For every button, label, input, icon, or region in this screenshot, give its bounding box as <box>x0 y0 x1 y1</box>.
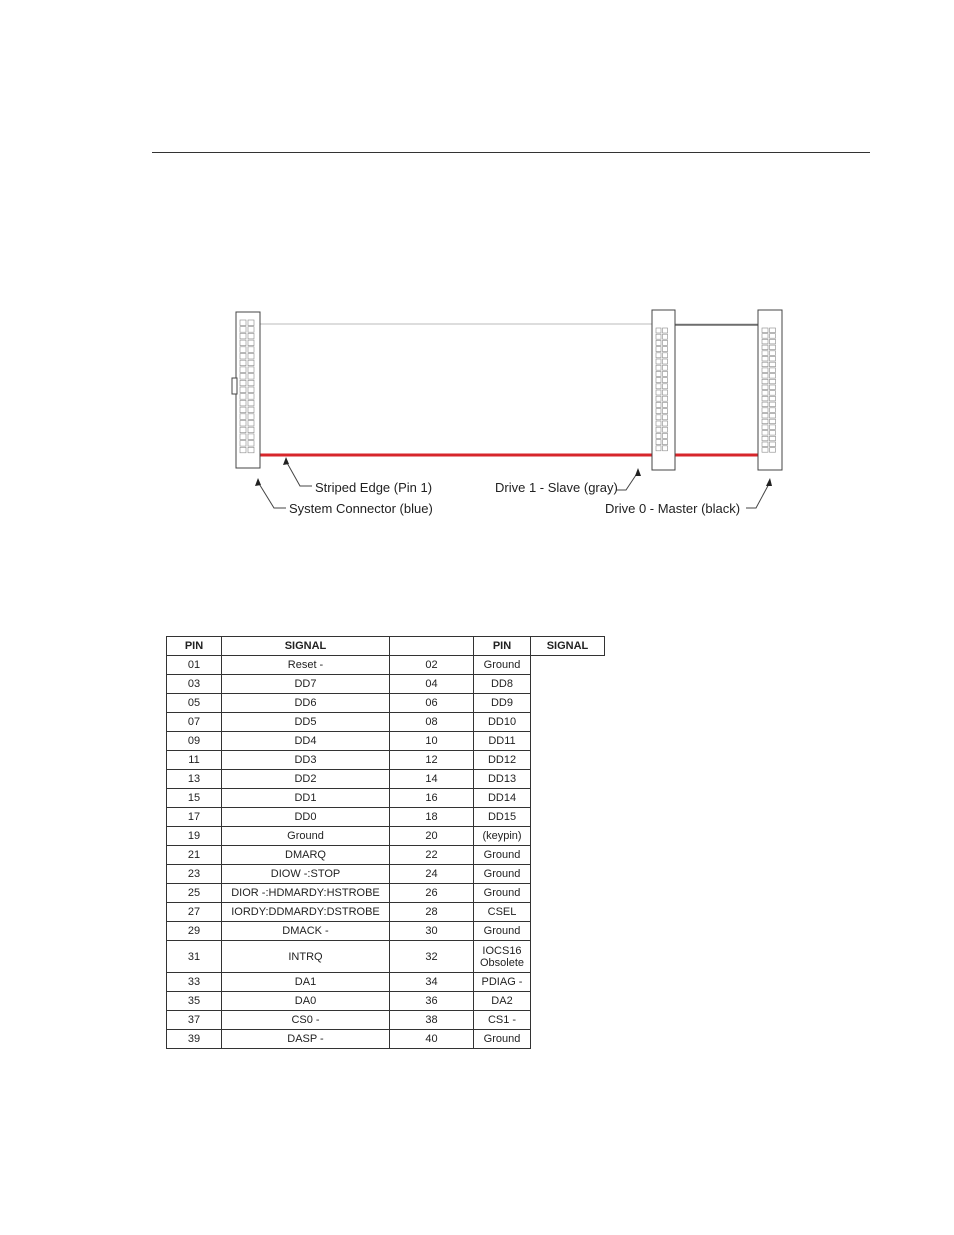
pin-header: PIN <box>474 637 531 656</box>
drive0-label: Drive 0 - Master (black) <box>605 501 741 516</box>
even-signal-cell: CSEL <box>474 903 531 922</box>
odd-signal-cell: DMARQ <box>222 846 390 865</box>
even-signal-cell: DD10 <box>474 713 531 732</box>
odd-pin-cell: 07 <box>167 713 222 732</box>
even-pin-cell: 04 <box>390 675 474 694</box>
even-signal-cell: Ground <box>474 922 531 941</box>
odd-pin-cell: 19 <box>167 827 222 846</box>
even-signal-cell: Ground <box>474 1030 531 1049</box>
table-row <box>167 827 605 846</box>
table-row <box>167 922 605 941</box>
table-gap <box>390 637 474 656</box>
drive1-label: Drive 1 - Slave (gray) <box>495 480 618 495</box>
even-pin-cell: 16 <box>390 789 474 808</box>
odd-pin-cell: 15 <box>167 789 222 808</box>
odd-signal-cell: DD6 <box>222 694 390 713</box>
odd-pin-cell: 01 <box>167 656 222 675</box>
even-pin-cell: 24 <box>390 865 474 884</box>
header-rule <box>152 152 870 153</box>
table-row <box>167 992 605 1011</box>
ribbon-cable <box>260 324 760 455</box>
table-row <box>167 1011 605 1030</box>
table-row <box>167 656 605 675</box>
striped-edge-label: Striped Edge (Pin 1) <box>315 480 433 495</box>
even-signal-cell: DD15 <box>474 808 531 827</box>
even-signal-cell: DD8 <box>474 675 531 694</box>
drive0-connector <box>758 310 782 470</box>
even-pin-cell: 14 <box>390 770 474 789</box>
drive1-arrowhead <box>635 468 641 476</box>
table-row <box>167 675 605 694</box>
even-signal-cell: Ground <box>474 656 531 675</box>
table-row <box>167 770 605 789</box>
even-pin-cell: 34 <box>390 973 474 992</box>
odd-pin-cell: 21 <box>167 846 222 865</box>
odd-signal-cell: DD4 <box>222 732 390 751</box>
odd-signal-cell: DA0 <box>222 992 390 1011</box>
even-pin-cell: 22 <box>390 846 474 865</box>
odd-signal-cell: DD5 <box>222 713 390 732</box>
odd-pin-cell: 11 <box>167 751 222 770</box>
table-row <box>167 846 605 865</box>
even-signal-cell: CS1 - <box>474 1011 531 1030</box>
even-signal-cell: (keypin) <box>474 827 531 846</box>
striped-edge-leader <box>286 461 312 486</box>
odd-pin-cell: 37 <box>167 1011 222 1030</box>
odd-pin-cell: 13 <box>167 770 222 789</box>
odd-pin-cell: 39 <box>167 1030 222 1049</box>
signal-header: SIGNAL <box>531 637 605 656</box>
table-row <box>167 732 605 751</box>
even-pin-cell: 40 <box>390 1030 474 1049</box>
even-pin-cell: 12 <box>390 751 474 770</box>
ide-cable-diagram <box>200 300 800 530</box>
odd-pin-cell: 17 <box>167 808 222 827</box>
system-connector <box>232 312 260 468</box>
odd-signal-cell: DD7 <box>222 675 390 694</box>
even-pin-cell: 10 <box>390 732 474 751</box>
system-connector-arrowhead <box>255 478 261 486</box>
odd-signal-cell: IORDY:DDMARDY:DSTROBE <box>222 903 390 922</box>
drive0-arrowhead <box>766 478 772 486</box>
table-row <box>167 903 605 922</box>
even-pin-cell: 36 <box>390 992 474 1011</box>
table-row <box>167 973 605 992</box>
odd-signal-cell: DIOW -:STOP <box>222 865 390 884</box>
even-signal-cell: Ground <box>474 884 531 903</box>
drive1-connector <box>652 310 675 470</box>
odd-signal-cell: DD3 <box>222 751 390 770</box>
even-pin-cell: 02 <box>390 656 474 675</box>
odd-pin-cell: 23 <box>167 865 222 884</box>
system-connector-leader <box>258 482 286 508</box>
even-signal-cell: DD13 <box>474 770 531 789</box>
odd-pin-cell: 27 <box>167 903 222 922</box>
even-pin-cell: 38 <box>390 1011 474 1030</box>
drive1-leader <box>616 472 638 490</box>
odd-pin-cell: 31 <box>167 941 222 973</box>
table-row <box>167 941 605 973</box>
even-pin-cell: 08 <box>390 713 474 732</box>
even-signal-cell: DD14 <box>474 789 531 808</box>
even-signal-cell: IOCS16 Obsolete <box>474 941 531 973</box>
odd-signal-cell: DA1 <box>222 973 390 992</box>
odd-pin-cell: 33 <box>167 973 222 992</box>
odd-signal-cell: Ground <box>222 827 390 846</box>
even-signal-cell: Ground <box>474 846 531 865</box>
table-row <box>167 884 605 903</box>
odd-pin-cell: 05 <box>167 694 222 713</box>
even-signal-cell: DD12 <box>474 751 531 770</box>
even-pin-cell: 30 <box>390 922 474 941</box>
even-signal-cell: PDIAG - <box>474 973 531 992</box>
odd-signal-cell: DD0 <box>222 808 390 827</box>
ide-pinout-table <box>166 636 605 1049</box>
odd-pin-cell: 29 <box>167 922 222 941</box>
odd-signal-cell: INTRQ <box>222 941 390 973</box>
even-signal-cell: Ground <box>474 865 531 884</box>
table-row <box>167 1030 605 1049</box>
even-signal-cell: DA2 <box>474 992 531 1011</box>
pin-header: PIN <box>167 637 222 656</box>
odd-signal-cell: CS0 - <box>222 1011 390 1030</box>
table-row <box>167 713 605 732</box>
table-row <box>167 789 605 808</box>
odd-pin-cell: 25 <box>167 884 222 903</box>
even-signal-cell: DD9 <box>474 694 531 713</box>
system-connector-label: System Connector (blue) <box>289 501 433 516</box>
odd-signal-cell: DIOR -:HDMARDY:HSTROBE <box>222 884 390 903</box>
table-row <box>167 751 605 770</box>
odd-pin-cell: 09 <box>167 732 222 751</box>
even-pin-cell: 18 <box>390 808 474 827</box>
table-row <box>167 865 605 884</box>
signal-header: SIGNAL <box>222 637 390 656</box>
odd-signal-cell: Reset - <box>222 656 390 675</box>
table-row <box>167 694 605 713</box>
odd-pin-cell: 35 <box>167 992 222 1011</box>
even-pin-cell: 06 <box>390 694 474 713</box>
even-pin-cell: 28 <box>390 903 474 922</box>
table-row <box>167 808 605 827</box>
even-pin-cell: 32 <box>390 941 474 973</box>
odd-signal-cell: DD2 <box>222 770 390 789</box>
odd-pin-cell: 03 <box>167 675 222 694</box>
odd-signal-cell: DASP - <box>222 1030 390 1049</box>
odd-signal-cell: DMACK - <box>222 922 390 941</box>
striped-edge-arrowhead <box>283 457 289 465</box>
odd-signal-cell: DD1 <box>222 789 390 808</box>
even-pin-cell: 26 <box>390 884 474 903</box>
even-pin-cell: 20 <box>390 827 474 846</box>
table-header-row <box>167 637 605 656</box>
even-signal-cell: DD11 <box>474 732 531 751</box>
